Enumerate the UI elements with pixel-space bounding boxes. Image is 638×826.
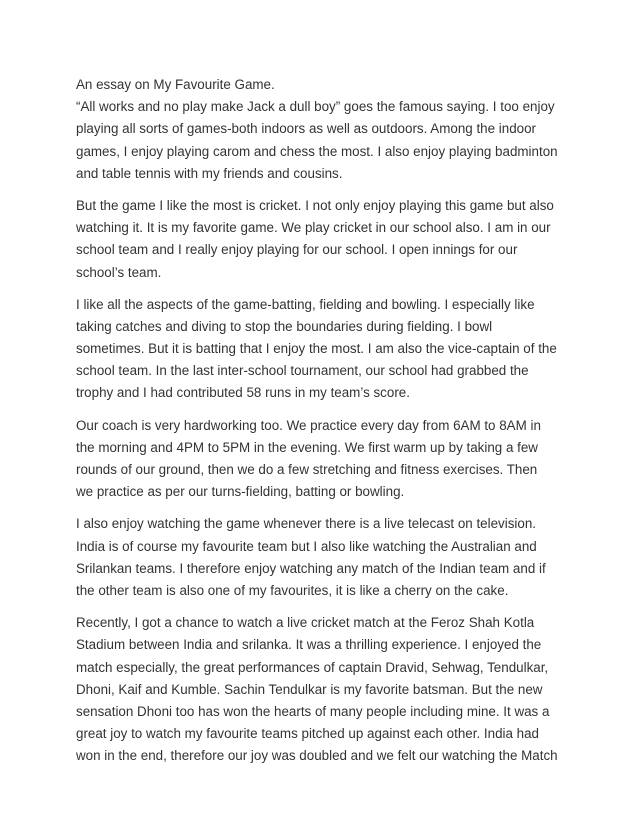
text-line: Recently, I got a chance to watch a live cricket match at the Feroz Shah Kotla	[76, 615, 535, 631]
text-line: taking catches and diving to stop the boundaries during fielding. I bowl	[76, 318, 493, 334]
document-page	[76, 74, 570, 777]
text-line: school team and I really enjoy playing for our school. I open innings for our	[76, 242, 518, 258]
text-line: Our coach is very hardworking too. We practice every day from 6AM to 8AM in	[76, 417, 541, 433]
text-line: playing all sorts of games-both indoors as well as outdoors. Among the indoor	[76, 121, 537, 137]
text-line: I also enjoy watching the game whenever there is a live telecast on television.	[76, 516, 537, 532]
text-line: watching it. It is my favorite game. We play cricket in our school also. I am in our	[76, 220, 551, 236]
paragraph-5	[76, 513, 570, 602]
paragraph-6	[76, 612, 570, 767]
text-line: sensation Dhoni too has won the hearts of many people including mine. It was a	[76, 703, 550, 719]
text-line: and table tennis with my friends and cousins.	[76, 165, 343, 181]
document-title: An essay on My Favourite Game.	[76, 77, 275, 92]
text-line: match especially, the great performances of captain Dravid, Sehwag, Tendulkar,	[76, 659, 549, 675]
text-line: school team. In the last inter-school tournament, our school had grabbed the	[76, 363, 529, 379]
text-line: India is of course my favourite team but I also like watching the Australian and	[76, 538, 537, 554]
text-line: Dhoni, Kaif and Kumble. Sachin Tendulkar is my favorite batsman. But the new	[76, 681, 543, 697]
text-line: “All works and no play make Jack a dull boy” goes the famous saying. I too enjoy	[76, 99, 555, 115]
text-line: Stadium between India and srilanka. It was a thrilling experience. I enjoyed the	[76, 637, 542, 653]
text-line: great joy to watch my favourite teams pitched up against each other. India had	[76, 726, 539, 742]
text-line: the other team is also one of my favourites, it is like a cherry on the cake.	[76, 582, 509, 598]
text-line: school’s team.	[76, 264, 162, 280]
text-line: rounds of our ground, then we do a few stretching and fitness exercises. Then	[76, 462, 538, 477]
paragraph-4	[76, 415, 570, 504]
text-line: Srilankan teams. I therefore enjoy watching any match of the Indian team and if	[76, 560, 546, 576]
text-line: But the game I like the most is cricket. I not only enjoy playing this game but also	[76, 197, 554, 213]
text-line: the morning and 4PM to 5PM in the evening. We first warm up by taking a few	[76, 439, 538, 455]
paragraph-3	[76, 294, 570, 405]
paragraph-1	[76, 96, 570, 185]
paragraph-2	[76, 195, 570, 284]
text-line: games, I enjoy playing carom and chess the most. I also enjoy playing badminton	[76, 143, 558, 159]
text-line: I like all the aspects of the game-batting, fielding and bowling. I especially like	[76, 296, 535, 312]
text-line: won in the end, therefore our joy was doubled and we felt our watching the Match	[76, 748, 558, 764]
text-line: sometimes. But it is batting that I enjoy the most. I am also the vice-captain of the	[76, 341, 557, 357]
text-line: trophy and I had contributed 58 runs in my team’s score.	[76, 385, 410, 401]
text-line: we practice as per our turns-fielding, batting or bowling.	[76, 484, 405, 500]
